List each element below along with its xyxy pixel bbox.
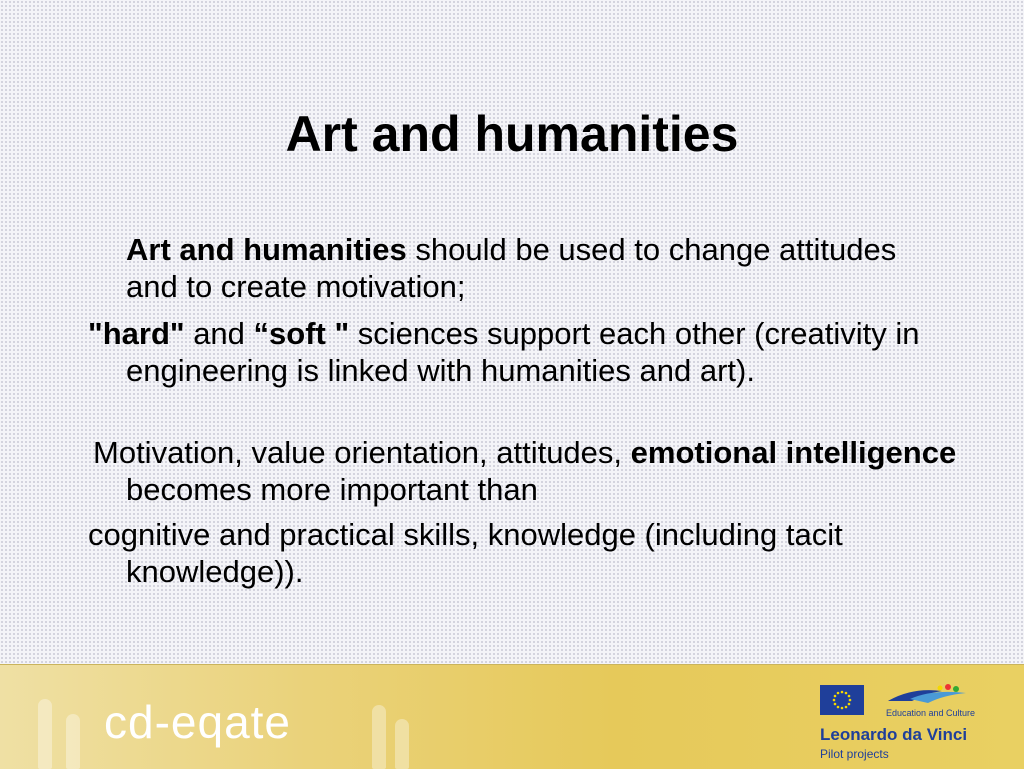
program-subtitle: Pilot projects — [820, 747, 889, 761]
program-title: Leonardo da Vinci — [820, 725, 968, 744]
text-run: cognitive and practical skills, knowledge (including tacit knowledge)). — [88, 517, 843, 589]
slide-title: Art and humanities — [285, 106, 739, 162]
paragraph-3 — [93, 434, 976, 508]
bold-phrase: “soft " — [253, 316, 350, 351]
decorative-figure — [395, 719, 409, 769]
bold-phrase: Art and humanities — [126, 232, 407, 267]
footer-band — [0, 664, 1024, 769]
text-run: and — [184, 316, 254, 351]
paragraph-1 — [126, 231, 906, 305]
text-run: sciences support each other (creativity in engineering is linked with humanities and art). — [126, 316, 920, 388]
text-run: Motivation, value orientation, attitudes, — [93, 435, 631, 470]
decorative-figure — [38, 699, 52, 769]
paragraph-2 — [88, 315, 976, 389]
text-run: becomes more important than — [126, 472, 538, 507]
bold-phrase: "hard" — [88, 316, 185, 351]
eu-flag-icon — [820, 685, 864, 715]
decorative-figure — [372, 705, 386, 769]
paragraph-4 — [88, 516, 976, 590]
bold-phrase: emotional intelligence — [630, 435, 957, 470]
education-culture-logo-icon — [882, 679, 972, 709]
education-culture-label: Education and Culture — [886, 708, 976, 718]
decorative-figure — [66, 714, 80, 769]
text-run: should be used to change attitudes and to create motivation; — [126, 232, 897, 304]
brand-logo-text: cd-eqate — [104, 696, 292, 748]
